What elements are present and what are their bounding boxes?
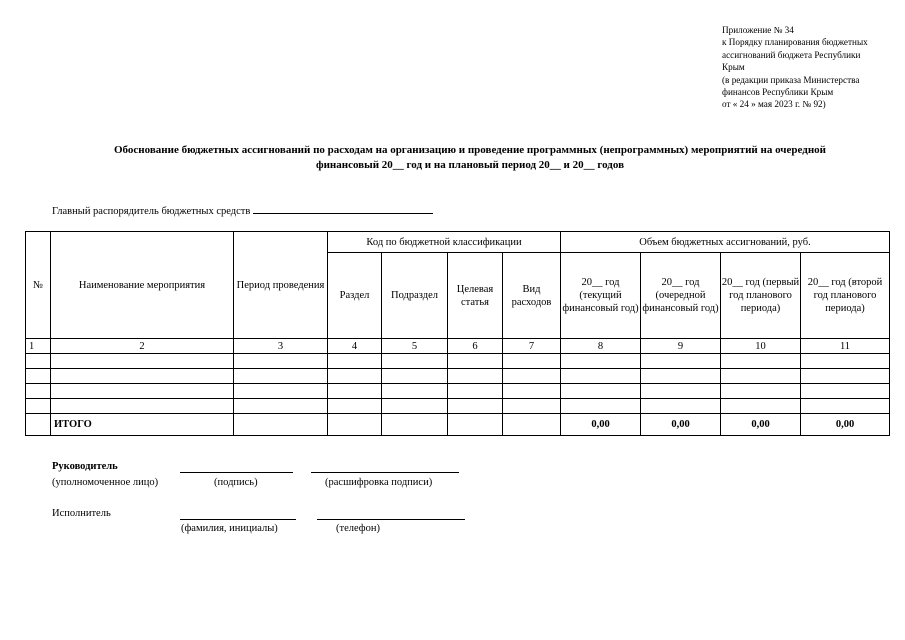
cell[interactable] (561, 384, 641, 399)
col-number: 8 (561, 339, 641, 354)
header-subsection: Подраздел (382, 253, 448, 339)
cell[interactable] (382, 369, 448, 384)
head-label: Руководитель (52, 461, 118, 472)
total-row (26, 414, 890, 436)
cell[interactable] (234, 384, 328, 399)
header-expense-type: Вид расходов (503, 253, 561, 339)
cell[interactable] (561, 354, 641, 369)
cell[interactable] (641, 354, 721, 369)
col-number: 1 (26, 339, 51, 354)
col-number: 9 (641, 339, 721, 354)
cell[interactable] (503, 369, 561, 384)
cell[interactable] (721, 354, 801, 369)
table-row (26, 384, 890, 399)
head-signature-field[interactable] (180, 471, 293, 473)
col-number: 5 (382, 339, 448, 354)
name-caption: (фамилия, инициалы) (181, 523, 278, 534)
appendix-note (722, 24, 900, 111)
header-year-next: 20__ год (очередной финансовый год) (641, 253, 721, 339)
cell[interactable] (721, 369, 801, 384)
cell[interactable] (51, 369, 234, 384)
column-number-row (26, 339, 890, 354)
cell[interactable] (561, 399, 641, 414)
cell (503, 414, 561, 436)
cell[interactable] (503, 384, 561, 399)
cell[interactable] (328, 384, 382, 399)
phone-caption: (телефон) (336, 523, 380, 534)
cell[interactable] (448, 354, 503, 369)
cell[interactable] (448, 399, 503, 414)
col-number: 4 (328, 339, 382, 354)
header-year-current: 20__ год (текущий финансовый год) (561, 253, 641, 339)
cell[interactable] (26, 399, 51, 414)
total-year-plan1: 0,00 (721, 414, 801, 436)
header-target: Целевая статья (448, 253, 503, 339)
appendix-line: Приложение № 34 (722, 25, 794, 35)
header-section: Раздел (328, 253, 382, 339)
appendix-line: от « 24 » мая 2023 г. № 92) (722, 99, 826, 110)
cell[interactable] (328, 369, 382, 384)
cell[interactable] (382, 399, 448, 414)
col-number: 11 (801, 339, 890, 354)
appendix-line: ассигнований бюджета Республики (722, 49, 861, 60)
appendix-line: (в редакции приказа Министерства (722, 74, 860, 85)
executor-label: Исполнитель (52, 508, 111, 519)
budget-manager-label: Главный распорядитель бюджетных средств (52, 206, 251, 217)
col-number: 10 (721, 339, 801, 354)
table-row (26, 399, 890, 414)
cell (448, 414, 503, 436)
col-number: 3 (234, 339, 328, 354)
cell[interactable] (561, 369, 641, 384)
cell[interactable] (721, 384, 801, 399)
cell[interactable] (801, 399, 890, 414)
cell[interactable] (503, 399, 561, 414)
cell[interactable] (26, 354, 51, 369)
appendix-line: к Порядку планирования бюджетных (722, 37, 868, 48)
cell[interactable] (234, 399, 328, 414)
budget-manager-field[interactable] (253, 203, 433, 214)
executor-phone-field[interactable] (317, 518, 465, 520)
col-number: 2 (51, 339, 234, 354)
cell (328, 414, 382, 436)
header-name: Наименование мероприятия (51, 232, 234, 339)
header-period: Период проведения (234, 232, 328, 339)
cell[interactable] (328, 399, 382, 414)
executor-name-field[interactable] (180, 518, 296, 520)
title-line-1: Обоснование бюджетных ассигнований по расходам на организацию и проведение программных (непрограммных) мероприятий на очередной (113, 144, 826, 156)
cell[interactable] (51, 354, 234, 369)
cell[interactable] (641, 384, 721, 399)
total-year-plan2: 0,00 (801, 414, 890, 436)
appendix-line: Крым (722, 62, 745, 73)
cell[interactable] (26, 369, 51, 384)
table-row (26, 369, 890, 384)
col-number: 7 (503, 339, 561, 354)
header-volume-group: Объем бюджетных ассигнований, руб. (561, 232, 890, 253)
head-decoding-field[interactable] (311, 471, 459, 473)
signature-caption: (подпись) (214, 477, 258, 488)
cell[interactable] (448, 369, 503, 384)
table-row (26, 354, 890, 369)
cell[interactable] (801, 354, 890, 369)
header-year-plan1: 20__ год (первый год планового периода) (721, 253, 801, 339)
cell (234, 414, 328, 436)
header-year-plan2: 20__ год (второй год планового периода) (801, 253, 890, 339)
cell[interactable] (801, 369, 890, 384)
appendix-line: финансов Республики Крым (722, 87, 834, 98)
cell[interactable] (801, 384, 890, 399)
cell[interactable] (641, 399, 721, 414)
cell[interactable] (721, 399, 801, 414)
cell (382, 414, 448, 436)
document-title (40, 143, 900, 173)
cell[interactable] (26, 384, 51, 399)
decoding-caption: (расшифровка подписи) (325, 477, 433, 488)
cell[interactable] (234, 354, 328, 369)
col-number: 6 (448, 339, 503, 354)
head-subtitle: (уполномоченное лицо) (52, 477, 159, 488)
cell[interactable] (641, 369, 721, 384)
cell[interactable] (382, 354, 448, 369)
cell (26, 414, 51, 436)
total-year-next: 0,00 (641, 414, 721, 436)
header-code-group: Код по бюджетной классификации (328, 232, 561, 253)
budget-table (25, 231, 890, 436)
budget-manager-row (52, 203, 433, 217)
cell[interactable] (503, 354, 561, 369)
cell[interactable] (51, 399, 234, 414)
cell[interactable] (234, 369, 328, 384)
title-line-2: финансовый 20__ год и на плановый период 20__ и 20__ годов (315, 159, 625, 171)
cell[interactable] (51, 384, 234, 399)
cell[interactable] (382, 384, 448, 399)
total-year-current: 0,00 (561, 414, 641, 436)
cell[interactable] (328, 354, 382, 369)
total-label: ИТОГО (51, 414, 234, 436)
cell[interactable] (448, 384, 503, 399)
header-num: № (26, 232, 51, 339)
